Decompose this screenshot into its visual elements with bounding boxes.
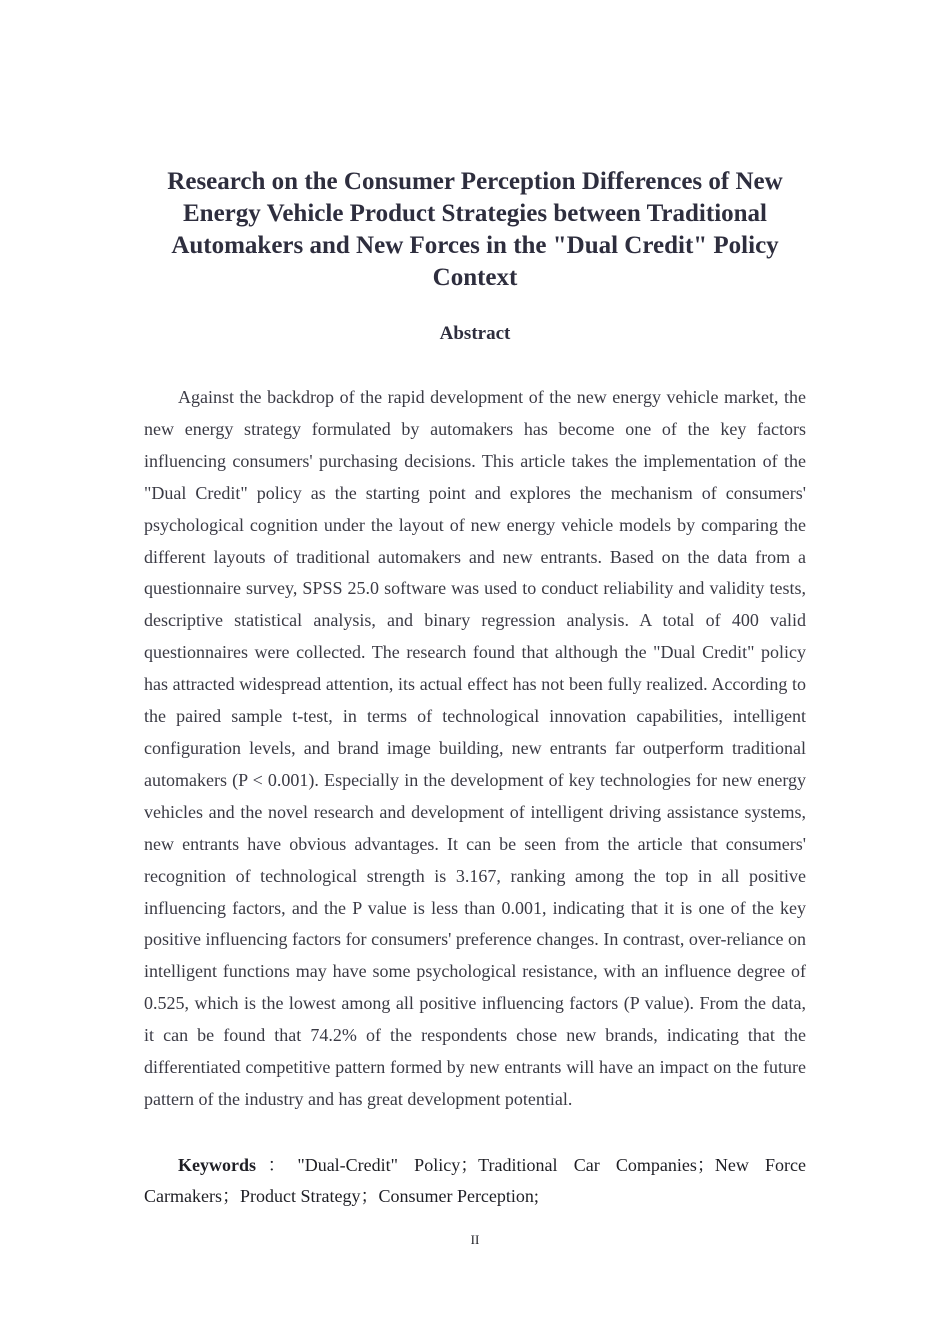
keywords-label: Keywords [178,1155,256,1175]
keywords-paragraph [144,1150,806,1212]
page-number: II [470,1232,480,1247]
abstract-body: Against the backdrop of the rapid development of the new energy vehicle market, the new energy strategy formulated by automakers has become one of the key factors influencing consumers' purchasing decisions. This article takes the implementation of the "Dual Credit" policy as the starting point and explores the mechanism of consumers' psychological cognition under the layout of new energy vehicle models by comparing the different layouts of traditional automakers and new entrants. Based on the data from a questionnaire survey, SPSS 25.0 software was used to conduct reliability and validity tests, descriptive statistical analysis, and binary regression analysis. A total of 400 valid questionnaires were collected. The research found that although the "Dual Credit" policy has attracted widespread attention, its actual effect has not been fully realized. According to the paired sample t-test, in terms of technological innovation capabilities, intelligent configuration levels, and brand image building, new entrants far outperform traditional automakers (P < 0.001). Especially in the development of key technologies for new energy vehicles and the novel research and development of intelligent driving assistance systems, new entrants have obvious advantages. It can be seen from the article that consumers' recognition of technological strength is 3.167, ranking among the top in all positive influencing factors, and the P value is less than 0.001, indicating that it is one of the key positive influencing factors for consumers' preference changes. In contrast, over-reliance on intelligent functions may have some psychological resistance, with an influence degree of 0.525, which is the lowest among all positive influencing factors (P value). From the data, it can be found that 74.2% of the respondents chose new brands, indicating that the differentiated competitive pattern formed by new entrants will have an impact on the future pattern of the industry and has great development potential. [144,387,806,1109]
keywords-separator: ： [256,1155,298,1175]
abstract-heading: Abstract [439,323,511,344]
paper-title: Research on the Consumer Perception Differences of New Energy Vehicle Product Strategies between Traditional Automakers and New Forces in the "Dual Credit" Policy Context [167,168,783,291]
keywords-list: "Dual-Credit" Policy；Traditional Car Companies；New Force Carmakers；Product Strategy；Consumer Perception; [144,1155,806,1206]
